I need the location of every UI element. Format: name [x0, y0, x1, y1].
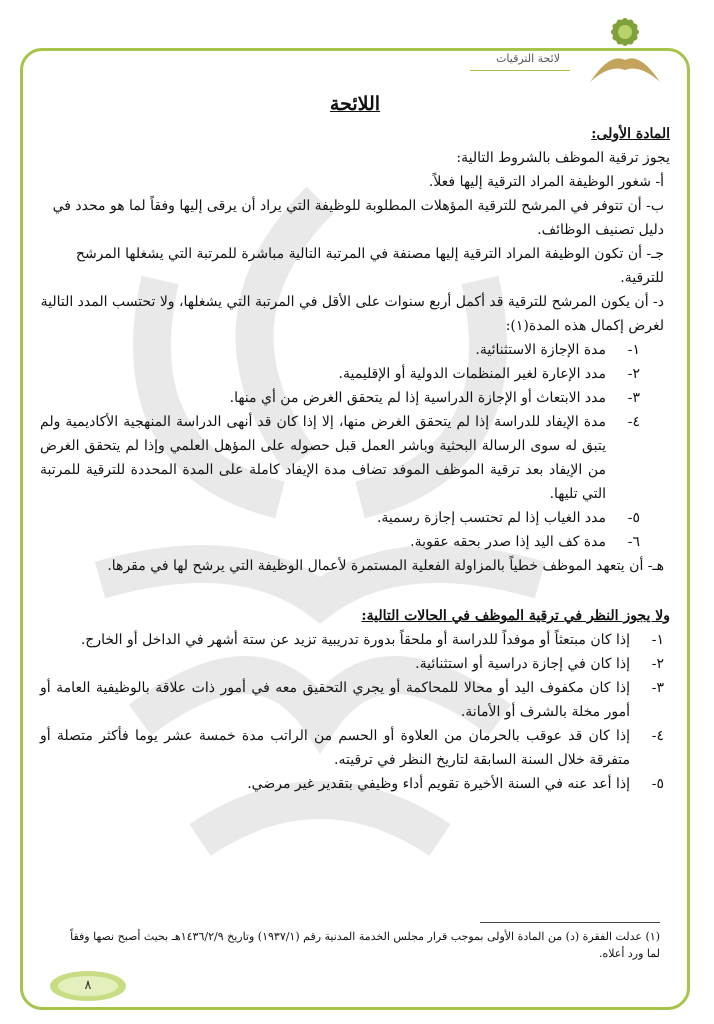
list-item: [40, 362, 640, 386]
item-number: ٥-: [651, 776, 664, 792]
article-intro: يجوز ترقية الموظف بالشروط التالية:: [456, 150, 670, 166]
list-item: [40, 724, 664, 772]
document-body: [40, 92, 670, 796]
item-text: إذا كان في إجازة دراسية أو استثنائية.: [415, 656, 630, 672]
item-number: ٢-: [627, 366, 640, 382]
item-number: ٣-: [651, 680, 664, 696]
cases-list: [40, 628, 670, 796]
item-text: إذا كان مكفوف اليد أو محالا للمحاكمة أو يجري التحقيق معه في أمور ذات علاقة بالوظيفية العامة أو أمور مخلة بالشرف أو الأمانة.: [40, 680, 630, 720]
list-item: [40, 772, 664, 796]
list-item: [40, 652, 664, 676]
list-item: [40, 530, 640, 554]
list-item: [40, 676, 664, 724]
item-text: إذا كان قد عوقب بالحرمان من العلاوة أو الحسم من الراتب مدة خمسة عشر يوما فأكثر متصلة أو متفرقة خلال السنة السابقة لتاريخ النظر في ترقيته.: [40, 728, 630, 768]
item-number: ٤-: [627, 414, 640, 430]
logo-emblem-icon: [570, 2, 680, 97]
periods-list: [40, 338, 670, 554]
list-item: [40, 410, 640, 506]
item-text: مدة كف اليد إذا صدر بحقه عقوبة.: [410, 534, 606, 550]
item-number: ٦-: [627, 534, 640, 550]
section2-title: ولا يجوز النظر في ترقية الموظف في الحالات التالية:: [361, 608, 670, 624]
list-item: [40, 628, 664, 652]
item-number: ١-: [627, 342, 640, 358]
page-number: ٨: [84, 978, 92, 993]
item-number: ٥-: [627, 510, 640, 526]
list-item: [40, 386, 640, 410]
footnote-rule: [480, 922, 660, 923]
item-number: ٤-: [651, 728, 664, 744]
condition-c: جـ- أن تكون الوظيفة المراد الترقية إليها مصنفة في المرتبة التالية مباشرة للمرتبة التي يشغلها المرشح للترقية.: [75, 246, 664, 286]
page-title: اللائحة: [329, 93, 381, 115]
item-number: ٢-: [651, 656, 664, 672]
footnote: (١) عدلت الفقرة (د) من المادة الأولى بموجب قرار مجلس الخدمة المدنية رقم (١٩٣٧/١) وتاريخ ١٤٣٦/٢/٩هـ بحيث أصبح نصها وفقاً لما ورد أعلاه.: [70, 930, 660, 960]
page-number-badge: [48, 968, 128, 1004]
item-text: إذا أعد عنه في السنة الأخيرة تقويم أداء وظيفي بتقدير غير مرضي.: [247, 776, 630, 792]
condition-d: د- أن يكون المرشح للترقية قد أكمل أربع سنوات على الأقل في المرتبة التي يشغلها، ولا تحتسب المدد التالية لغرض إكمال هذه المدة(١):: [40, 294, 664, 334]
item-text: مدة الإيفاد للدراسة إذا لم يتحقق الغرض منها، إلا إذا كان قد أنهى الدراسة المنهجية الأكاديمية ولم يتبق له سوى الرسالة البحثية وباشر العمل قبل حصوله على المؤهل العلمي وإذا لم يتحقق الغرض من الإيفاد بعد ترقية الموظف الموفد تضاف مدة الإيفاد كاملة على المدة المحددة للترقية للمرتبة التي تليها.: [40, 414, 606, 502]
condition-b: ب- أن تتوفر في المرشح للترقية المؤهلات المطلوبة للوظيفة التي يراد أن يرقى إليها وفقاً لما هو محدد في دليل تصنيف الوظائف.: [52, 198, 664, 238]
item-number: ٣-: [627, 390, 640, 406]
item-text: مدة الإجازة الاستثنائية.: [475, 342, 606, 358]
item-text: مدد الإعارة لغير المنظمات الدولية أو الإقليمية.: [338, 366, 606, 382]
item-text: إذا كان مبتعثاً أو موفداً للدراسة أو ملحقاً بدورة تدريبية تزيد عن ستة أشهر في الداخل أو الخارج.: [80, 632, 630, 648]
condition-h: هـ- أن يتعهد الموظف خطياً بالمزاولة الفعلية المستمرة لأعمال الوظيفة التي يرشح لها في مقرها.: [107, 558, 664, 574]
item-text: مدد الابتعاث أو الإجازة الدراسية إذا لم يتحقق الغرض من أي منها.: [229, 390, 606, 406]
condition-a: أ- شغور الوظيفة المراد الترقية إليها فعلاً.: [428, 174, 664, 190]
item-number: ١-: [651, 632, 664, 648]
article-title: المادة الأولى:: [591, 126, 670, 142]
list-item: [40, 506, 640, 530]
item-text: مدد الغياب إذا لم تحتسب إجازة رسمية.: [376, 510, 606, 526]
list-item: [40, 338, 640, 362]
header-rule: [470, 70, 570, 71]
header-label: لائحة الترقيات: [496, 52, 560, 65]
